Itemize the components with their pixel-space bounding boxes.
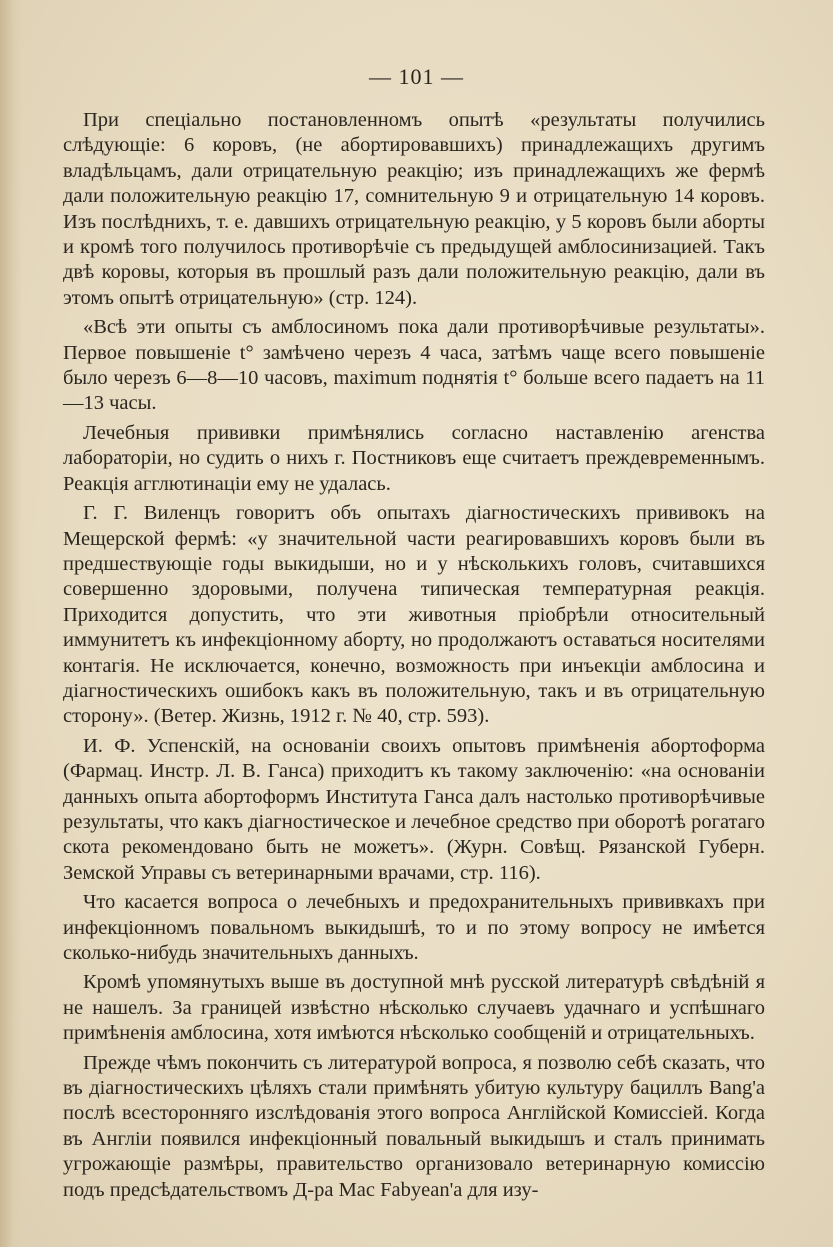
page-text (63, 108, 765, 1207)
page-number: — 101 — (369, 64, 464, 89)
paragraph: И. Ф. Успенскій, на основаніи своихъ опытовъ примѣненія абортоформа (Фармац. Инстр. Л. В. Ганса) приходитъ къ такому заключенію: «на основаніи данныхъ опыта абортоформъ Института Ганса далъ настолько противорѣчивые результаты, что какъ діагностическое и лечебное средство при оборотѣ рогатаго скота рекомендовано быть не можетъ». (Журн. Совѣщ. Рязанской Губерн. Земской Управы съ ветеринарными врачами, стр. 116). (63, 734, 765, 884)
paragraph: «Всѣ эти опыты съ амблосиномъ пока дали противорѣчивые результаты». Первое повышеніе t° замѣчено черезъ 4 часа, затѣмъ чаще всего повышеніе было черезъ 6—8—10 часовъ, maximum поднятія t° больше всего падаетъ на 11—13 часы. (63, 316, 765, 415)
paragraph: Г. Г. Виленцъ говоритъ объ опытахъ діагностическихъ прививокъ на Мещерской фермѣ: «у значительной части реагировавшихъ коровъ были въ предшествующіе годы выкидыши, но и у нѣсколькихъ головъ, считавшихся совершенно здоровыми, получена типическая температурная реакція. Приходится допустить, что эти животныя пріобрѣли относительный иммунитетъ къ инфекціонному аборту, но продолжаютъ оставаться носителями контагія. Не исключается, конечно, возможность при инъекціи амблосина и діагностическихъ ошибокъ какъ въ положительную, такъ и въ отрицательную сторону». (Ветер. Жизнь, 1912 г. № 40, стр. 593). (63, 502, 765, 728)
paragraph: Прежде чѣмъ покончить съ литературой вопроса, я позволю себѣ сказать, что въ діагностическихъ цѣляхъ стали примѣнять убитую культуру бациллъ Bang'а послѣ всесторонняго изслѣдованія этого вопроса Англійской Комиссіей. Когда въ Англіи появился инфекціонный повальный выкидышъ и сталъ принимать угрожающіе размѣры, правительство организовало ветеринарную комиссію подъ предсѣдательствомъ Д-ра Mac Fabyean'а для изу- (63, 1051, 765, 1201)
paragraph: Кромѣ упомянутыхъ выше въ доступной мнѣ русской литературѣ свѣдѣній я не нашелъ. За границей извѣстно нѣсколько случаевъ удачнаго и успѣшнаго примѣненія амблосина, хотя имѣются нѣсколько сообщеній и отрицательныхъ. (63, 971, 765, 1045)
paragraph: Что касается вопроса о лечебныхъ и предохранительныхъ прививкахъ при инфекціонномъ повальномъ выкидышѣ, то и по этому вопросу не имѣется сколько-нибудь значительныхъ данныхъ. (63, 891, 765, 964)
paragraph: При спеціально постановленномъ опытѣ «результаты получились слѣдующіе: 6 коровъ, (не абортировавшихъ) принадлежащихъ другимъ владѣльцамъ, дали отрицательную реакцію; изъ принадлежащихъ же фермѣ дали положительную реакцію 17, сомнительную 9 и отрицательную 14 коровъ. Изъ послѣднихъ, т. е. давшихъ отрицательную реакцію, у 5 коровъ были аборты и кромѣ того получилось противорѣчіе съ предыдущей амблосинизацией. Такъ двѣ коровы, которыя въ прошлый разъ дали положительную реакцію, дали въ этомъ опытѣ отрицательную» (стр. 124). (63, 109, 765, 309)
paragraph: Лечебныя прививки примѣнялись согласно наставленію агенства лабораторіи, но судить о нихъ г. Постниковъ еще считаетъ преждевременнымъ. Реакція агглютинаціи ему не удалась. (63, 421, 765, 495)
page-spine-shadow (0, 0, 22, 1247)
